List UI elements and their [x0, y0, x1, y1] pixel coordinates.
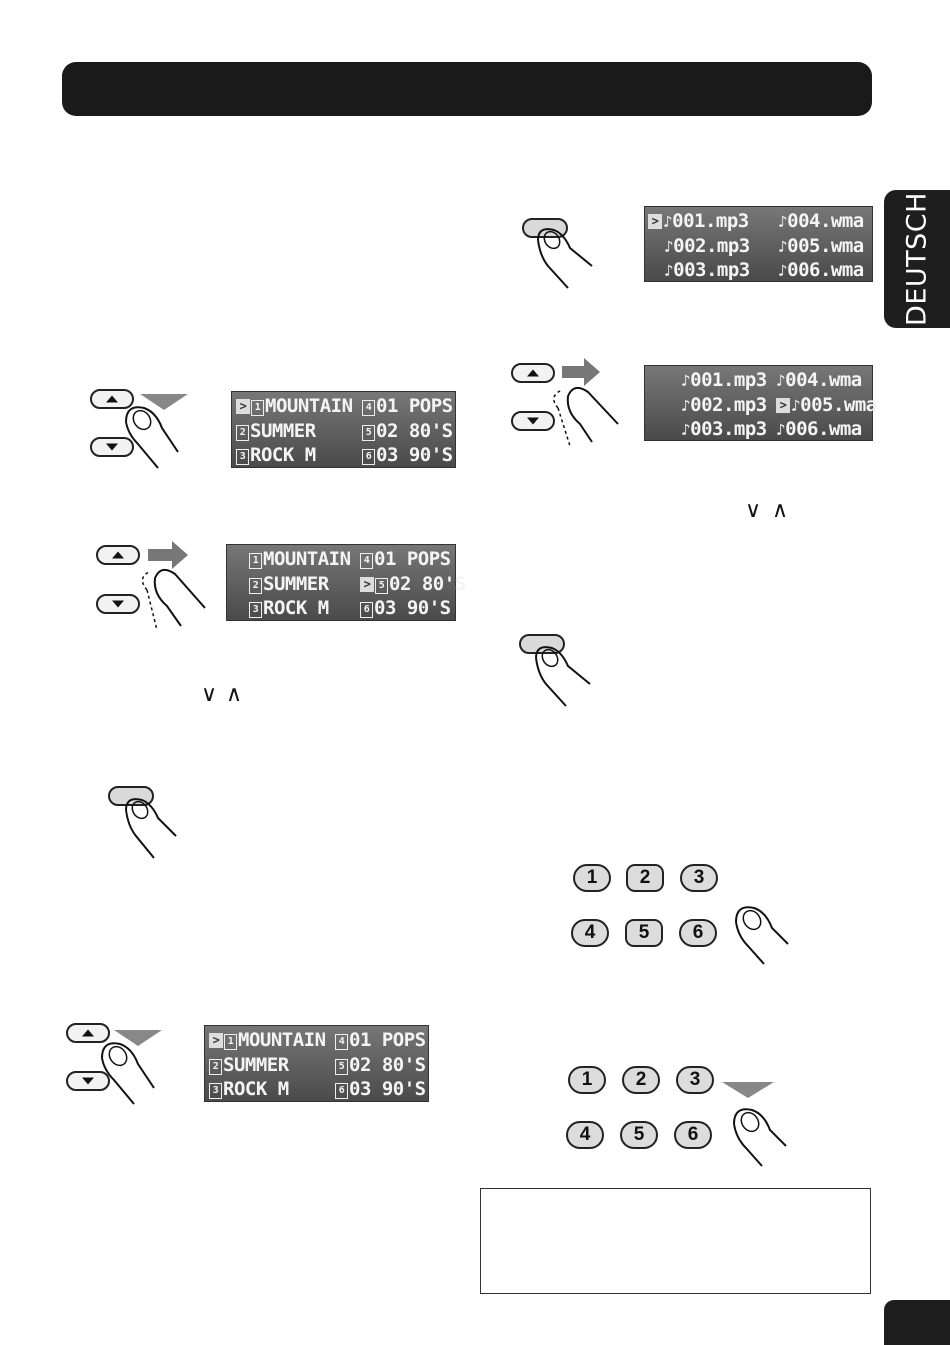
language-tab — [884, 190, 950, 328]
lcd-text: 001.mp3 — [672, 210, 749, 232]
cursor-marker-icon: > — [236, 399, 250, 414]
lcd-row — [232, 394, 455, 418]
language-tab-label: DEUTSCH — [901, 192, 933, 326]
lcd-text: 01 POPS — [374, 548, 451, 570]
down-triangle-icon — [527, 418, 539, 425]
down-triangle-icon — [112, 601, 124, 608]
finger-press-icon — [728, 902, 798, 972]
lcd-text: MOUNTAIN — [263, 548, 351, 570]
lcd-cell — [236, 419, 316, 443]
number-button-1[interactable]: 1 — [568, 1066, 606, 1094]
lcd-row — [645, 234, 872, 258]
music-note-icon: ♪ — [681, 371, 691, 390]
lcd-row — [205, 1028, 428, 1052]
number-button-5[interactable]: 5 — [625, 919, 663, 947]
lcd-cell — [665, 417, 767, 441]
up-arrow-symbol: ∧ — [772, 498, 789, 523]
lcd-text: 004.wma — [785, 369, 862, 391]
folder-number-icon: 6 — [360, 602, 373, 618]
lcd-cell — [335, 1028, 426, 1052]
music-note-icon: ♪ — [776, 420, 786, 439]
lcd-cell — [362, 443, 453, 467]
lcd-row — [232, 419, 455, 443]
lcd-text: 01 POPS — [376, 395, 453, 417]
lcd-row — [232, 443, 455, 467]
up-triangle-icon — [112, 552, 124, 559]
lcd-text: 005.wma — [787, 234, 864, 257]
number-button-2[interactable]: 2 — [622, 1066, 660, 1094]
folder-number-icon: 3 — [249, 602, 262, 618]
lcd-text: 006.wma — [785, 418, 862, 440]
lcd-cell — [776, 368, 862, 392]
lcd-text: 006.wma — [787, 259, 864, 281]
folder-number-icon: 3 — [236, 449, 249, 465]
music-note-icon: ♪ — [681, 395, 691, 415]
lcd-text: SUMMER — [250, 419, 316, 442]
lcd-cell — [665, 368, 767, 392]
folder-number-icon: 5 — [335, 1059, 348, 1075]
lcd-cell — [249, 547, 351, 571]
lcd-cell — [665, 393, 767, 417]
lcd-cell — [360, 547, 451, 571]
lcd-display-files-2 — [644, 365, 877, 441]
number-button-6[interactable]: 6 — [674, 1121, 712, 1149]
down-arrow-symbol: ∨ — [745, 498, 762, 523]
lcd-cell — [648, 234, 750, 258]
lcd-text: 004.wma — [787, 210, 864, 232]
up-button[interactable] — [96, 545, 140, 565]
finger-press-icon — [528, 644, 603, 714]
music-note-icon: ♪ — [778, 212, 788, 231]
lcd-cell — [209, 1053, 289, 1077]
lcd-row — [645, 368, 872, 392]
lcd-text: 03 90'S — [349, 1078, 426, 1100]
number-button-4[interactable]: 4 — [566, 1121, 604, 1149]
lcd-cell — [648, 258, 750, 282]
up-triangle-icon — [527, 370, 539, 377]
finger-press-icon — [726, 1104, 796, 1174]
lcd-cell — [209, 1077, 289, 1101]
music-note-icon: ♪ — [778, 261, 788, 280]
music-note-icon: ♪ — [776, 371, 786, 390]
lcd-cell — [236, 443, 316, 467]
lcd-display-files-1 — [644, 206, 873, 282]
lcd-cell — [360, 572, 466, 596]
lcd-cell — [362, 419, 453, 443]
lcd-text: MOUNTAIN — [238, 1029, 326, 1051]
lcd-row — [227, 596, 455, 620]
lcd-display-folders-3 — [204, 1025, 429, 1102]
lcd-row — [645, 417, 872, 441]
down-triangle-icon — [106, 444, 118, 451]
finger-hold-icon — [135, 560, 215, 640]
lcd-cell — [778, 234, 864, 258]
folder-number-icon: 2 — [209, 1059, 222, 1075]
folder-number-icon: 1 — [249, 553, 262, 569]
lcd-text: MOUNTAIN — [265, 395, 353, 417]
lcd-cell — [335, 1077, 426, 1101]
title-bar — [62, 62, 872, 116]
lcd-row — [205, 1053, 428, 1077]
lcd-text: 001.mp3 — [690, 369, 767, 391]
folder-number-icon: 2 — [236, 425, 249, 441]
finger-press-icon — [118, 402, 188, 472]
lcd-cell — [236, 394, 353, 418]
folder-number-icon: 2 — [249, 578, 262, 594]
music-note-icon: ♪ — [664, 236, 674, 256]
lcd-cell — [360, 596, 451, 620]
number-button-3[interactable]: 3 — [680, 864, 718, 892]
lcd-cell — [778, 258, 864, 282]
lcd-text: 003.mp3 — [673, 259, 750, 281]
number-button-1[interactable]: 1 — [573, 864, 611, 892]
lcd-row — [645, 258, 872, 282]
note-box — [480, 1188, 871, 1294]
lcd-cell — [249, 596, 329, 620]
folder-number-icon: 4 — [360, 553, 373, 569]
lcd-cell — [648, 209, 749, 233]
cursor-marker-icon: > — [209, 1033, 223, 1048]
lcd-text: ROCK M — [263, 597, 329, 619]
cursor-marker-icon: > — [776, 398, 790, 413]
music-note-icon: ♪ — [681, 420, 691, 439]
lcd-text: 002.mp3 — [673, 234, 750, 257]
lcd-text: ROCK M — [250, 444, 316, 466]
down-arrow-symbol: ∨ — [201, 682, 218, 707]
folder-number-icon: 5 — [362, 425, 375, 441]
number-button-2[interactable]: 2 — [626, 864, 664, 892]
number-button-4[interactable]: 4 — [571, 919, 609, 947]
folder-number-icon: 1 — [251, 400, 264, 416]
up-triangle-icon — [106, 396, 118, 403]
lcd-cell — [249, 572, 329, 596]
lcd-cell — [778, 209, 864, 233]
lcd-row — [645, 393, 877, 417]
down-triangle-icon — [82, 1078, 94, 1085]
lcd-row — [227, 572, 466, 596]
lcd-text: 005.wma — [800, 393, 877, 416]
lcd-text: 02 80'S — [389, 572, 466, 595]
up-triangle-icon — [82, 1030, 94, 1037]
page-number-tab — [884, 1300, 950, 1345]
cursor-marker-icon: > — [360, 577, 374, 592]
lcd-cell — [335, 1053, 426, 1077]
lcd-text: 02 80'S — [376, 419, 453, 442]
folder-number-icon: 4 — [335, 1034, 348, 1050]
lcd-text: SUMMER — [263, 572, 329, 595]
cursor-marker-icon: > — [648, 214, 662, 229]
lcd-row — [205, 1077, 428, 1101]
number-button-3[interactable]: 3 — [676, 1066, 714, 1094]
lcd-row — [645, 209, 872, 233]
folder-number-icon: 1 — [224, 1034, 237, 1050]
number-button-6[interactable]: 6 — [679, 919, 717, 947]
lcd-text: ROCK M — [223, 1078, 289, 1100]
lcd-cell — [362, 394, 453, 418]
music-note-icon: ♪ — [791, 395, 801, 415]
music-note-icon: ♪ — [663, 212, 673, 231]
finger-hold-icon — [546, 380, 626, 460]
lcd-text: SUMMER — [223, 1053, 289, 1076]
lcd-display-folders-1 — [231, 391, 456, 468]
lcd-cell — [776, 393, 877, 417]
folder-number-icon: 6 — [335, 1083, 348, 1099]
lcd-cell — [209, 1028, 326, 1052]
up-arrow-symbol: ∧ — [226, 682, 243, 707]
folder-number-icon: 5 — [375, 578, 388, 594]
finger-press-icon — [94, 1038, 164, 1108]
folder-number-icon: 4 — [362, 400, 375, 416]
folder-number-icon: 3 — [209, 1083, 222, 1099]
lcd-row — [227, 547, 455, 571]
lcd-text: 003.mp3 — [690, 418, 767, 440]
arrow-down-icon — [722, 1080, 776, 1100]
lcd-text: 03 90'S — [374, 597, 451, 619]
folder-number-icon: 6 — [362, 449, 375, 465]
lcd-cell — [776, 417, 862, 441]
down-button[interactable] — [96, 594, 140, 614]
lcd-text: 01 POPS — [349, 1029, 426, 1051]
finger-press-icon — [530, 226, 605, 296]
music-note-icon: ♪ — [664, 261, 674, 280]
lcd-text: 03 90'S — [376, 444, 453, 466]
number-button-5[interactable]: 5 — [620, 1121, 658, 1149]
music-note-icon: ♪ — [778, 236, 788, 256]
finger-press-icon — [118, 796, 188, 866]
lcd-text: 02 80'S — [349, 1053, 426, 1076]
lcd-display-folders-2 — [226, 544, 466, 621]
lcd-text: 002.mp3 — [690, 393, 767, 416]
